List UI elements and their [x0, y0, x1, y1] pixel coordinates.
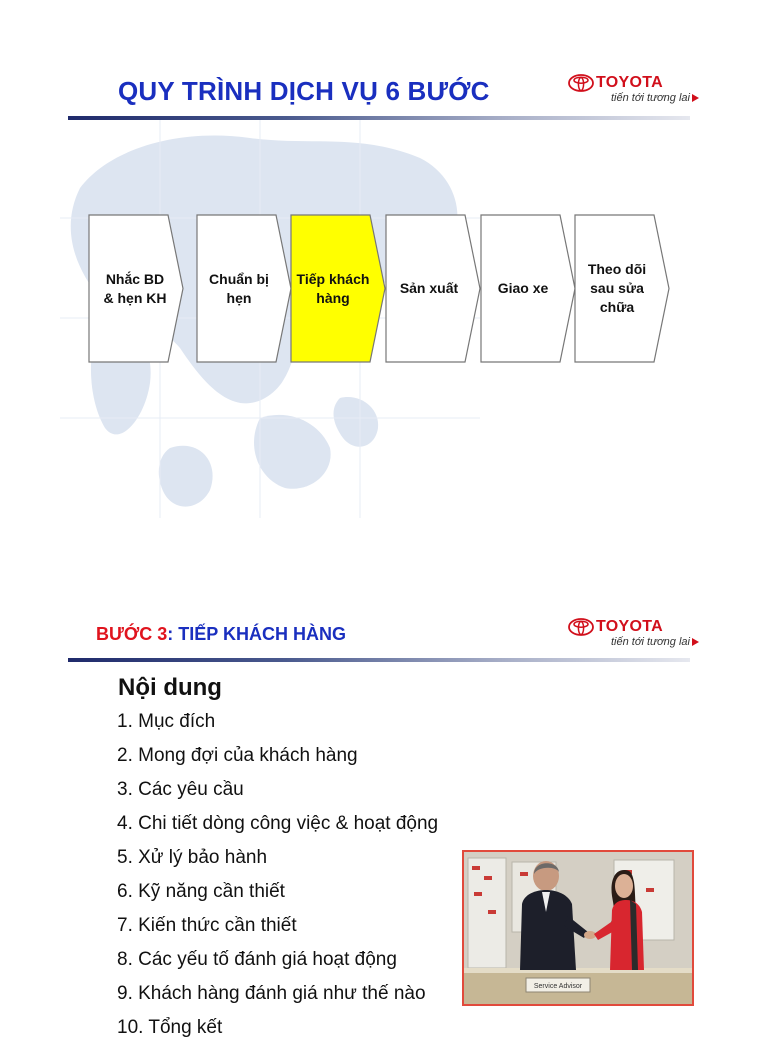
slide-title: QUY TRÌNH DỊCH VỤ 6 BƯỚC [118, 76, 490, 106]
toyota-emblem-icon [568, 618, 594, 636]
list-item: 6. Kỹ năng cần thiết [117, 881, 285, 902]
list-item: 9. Khách hàng đánh giá như thế nào [117, 983, 426, 1004]
step-2-label: Chuẩn bị hẹn [209, 270, 269, 306]
toyota-tagline: tiến tới tương lai [611, 636, 699, 648]
step-6-label: Theo dõi sau sửa chữa [587, 261, 647, 315]
slide-1 [0, 0, 768, 512]
step-1-label: Nhắc BD & hẹn KH [103, 270, 167, 306]
step-3-label: Tiếp khách hàng [296, 270, 370, 306]
title-underline [68, 658, 690, 662]
step-number: BƯỚC 3 [96, 624, 168, 644]
toyota-tagline: tiến tới tương lai [611, 92, 699, 104]
step-name: : TIẾP KHÁCH HÀNG [167, 624, 346, 644]
list-item: 3. Các yêu cầu [117, 779, 244, 800]
content-heading: Nội dung [118, 674, 222, 701]
list-item: 5. Xử lý bảo hành [117, 847, 268, 868]
counter-sign: Service Advisor [533, 983, 583, 990]
list-item: 4. Chi tiết dòng công việc & hoạt động [117, 813, 439, 834]
list-item: 8. Các yếu tố đánh giá hoạt động [117, 949, 397, 970]
step-5-label: Giao xe [497, 280, 549, 296]
slide-2 [0, 580, 768, 1038]
process-flow [0, 0, 768, 512]
list-item: 7. Kiến thức cần thiết [117, 915, 297, 936]
list-item: 10. Tổng kết [117, 1017, 223, 1038]
slide-title [96, 624, 346, 645]
handshake-illustration [464, 852, 692, 1004]
play-arrow-icon [692, 638, 699, 646]
content-list [117, 706, 438, 1046]
toyota-wordmark: TOYOTA [596, 618, 663, 635]
step-4-label: Sản xuất [399, 280, 459, 296]
handshake-photo [462, 850, 694, 1006]
toyota-logo [566, 616, 696, 656]
list-item: 2. Mong đợi của khách hàng [117, 745, 358, 766]
toyota-wordmark: TOYOTA [596, 74, 663, 91]
list-item: 1. Mục đích [117, 711, 216, 732]
